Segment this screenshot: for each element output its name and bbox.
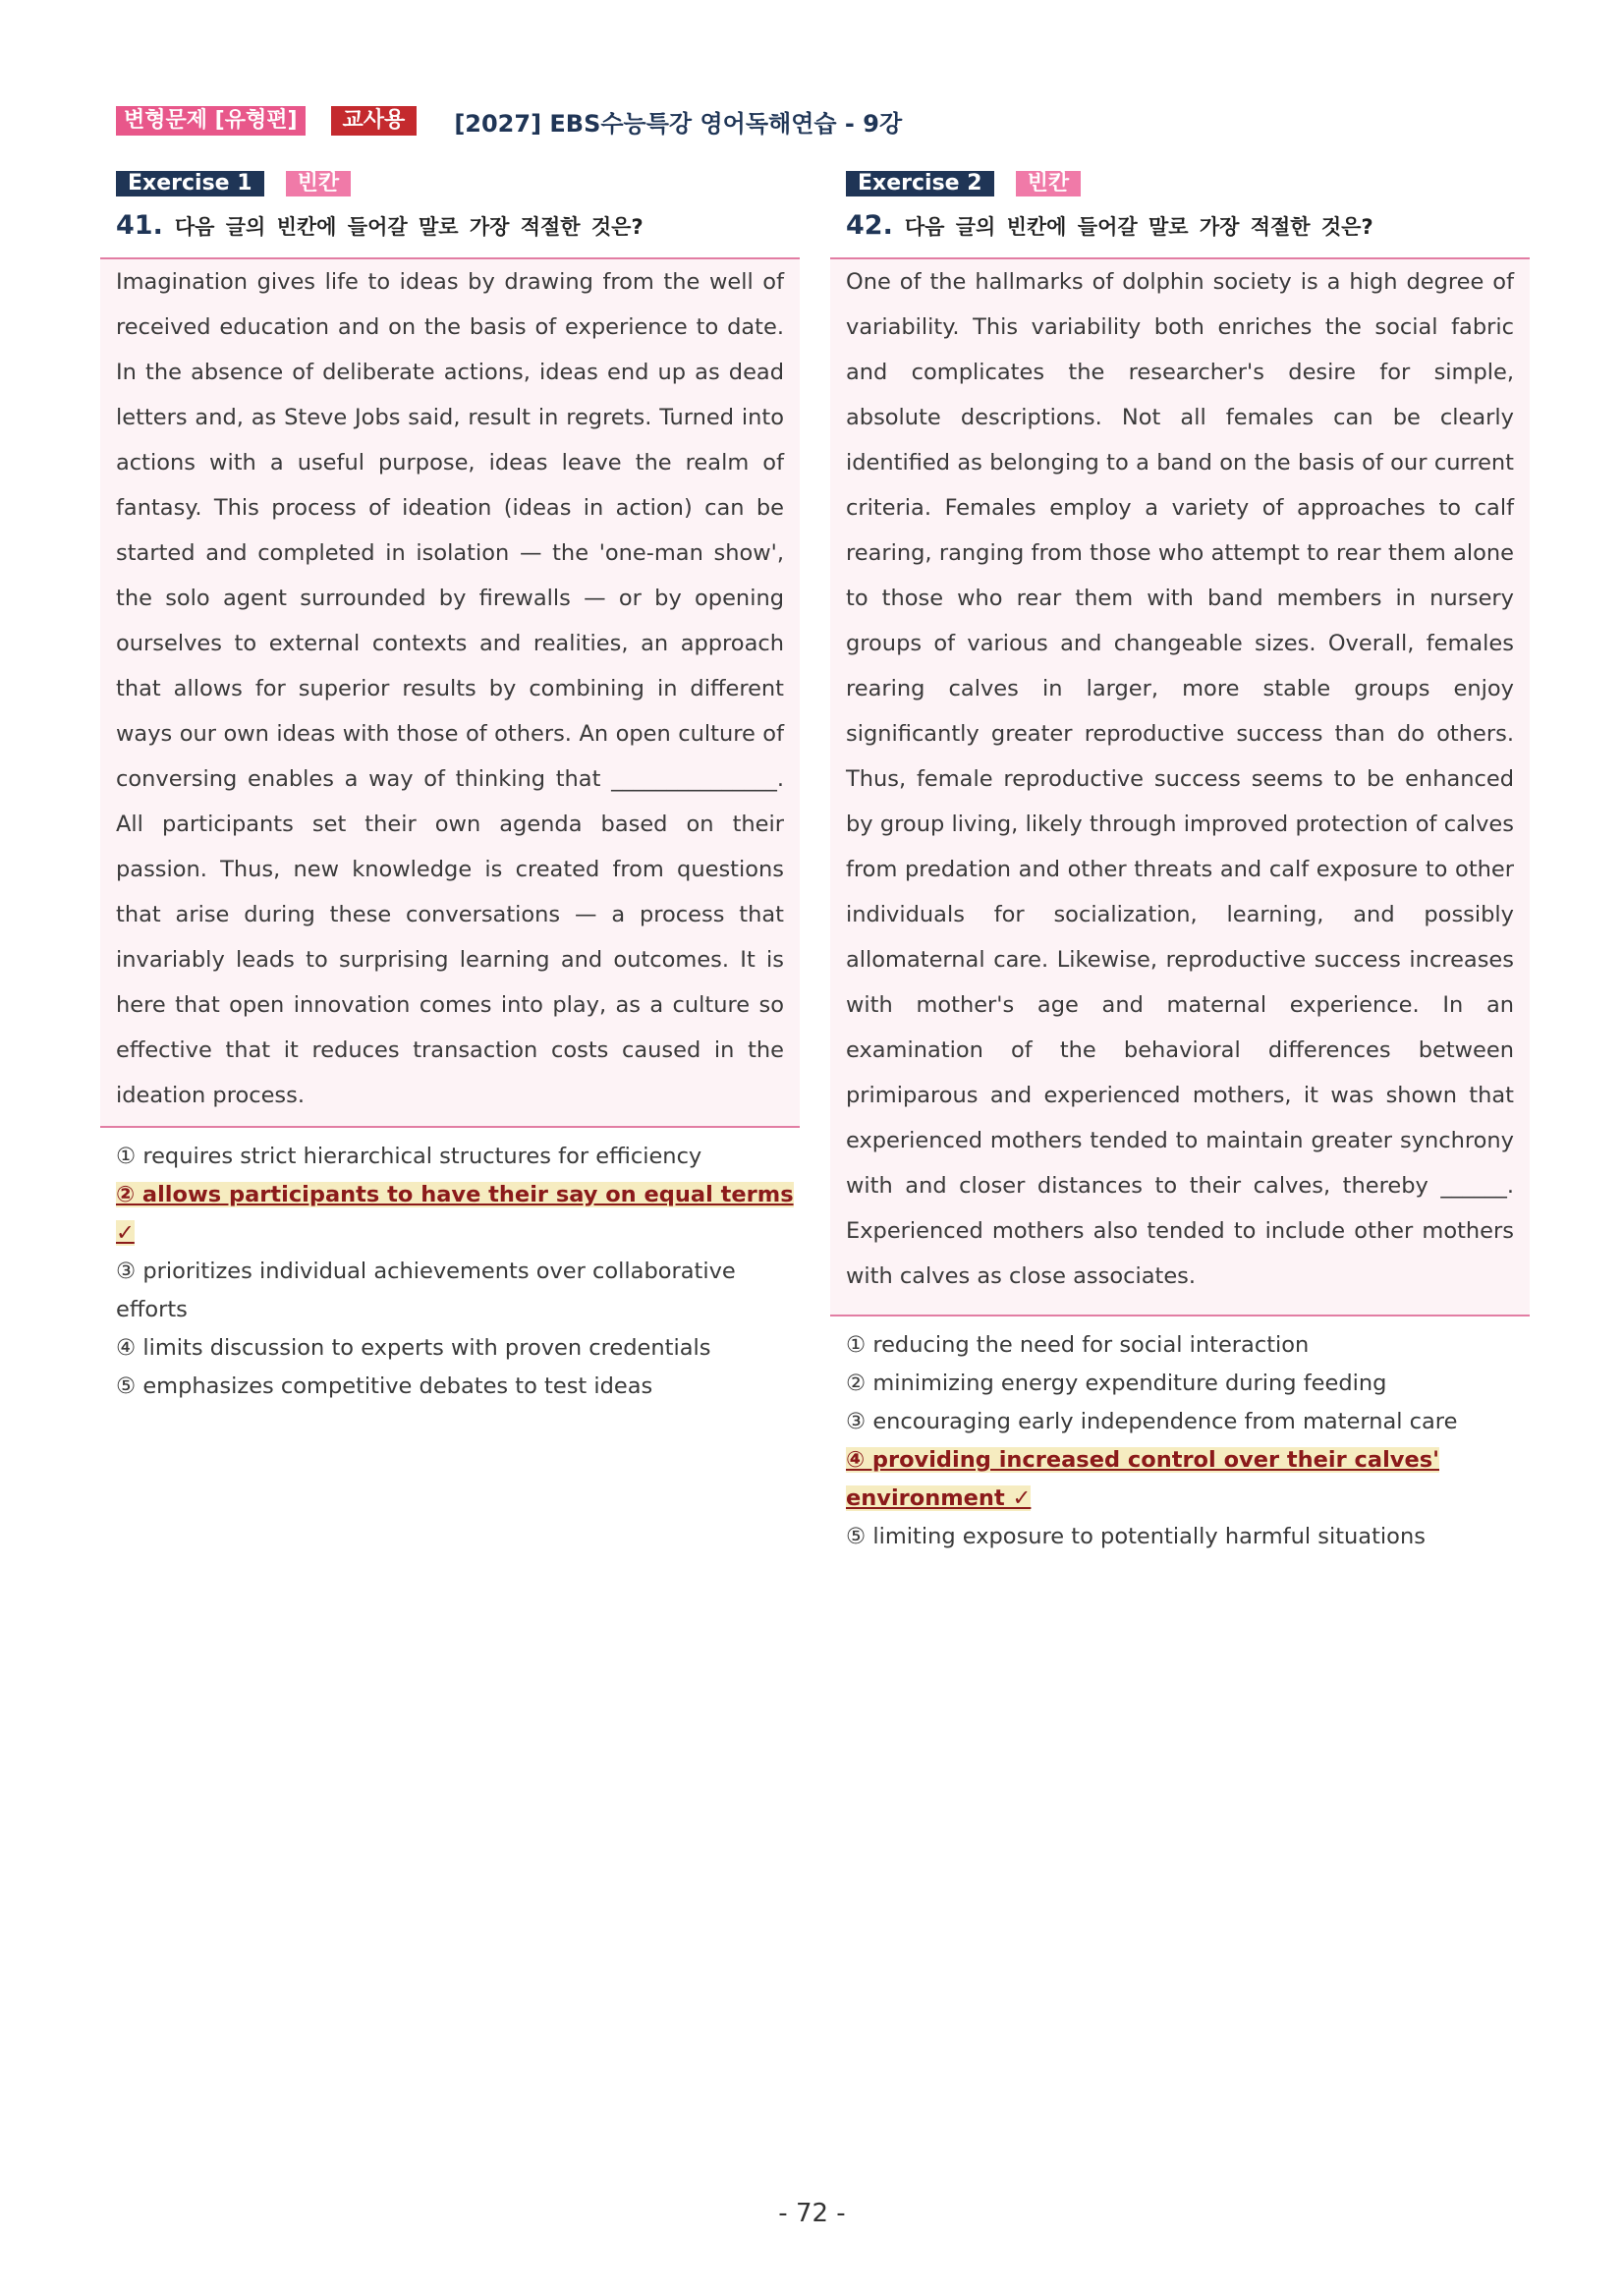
choice-4[interactable]: ④ limits discussion to experts with proven credentials (116, 1335, 711, 1361)
page-number: - 72 - (778, 2199, 846, 2228)
exercise-1-heading (116, 171, 800, 196)
document-title: [2027] EBS수능특강 영어독해연습 - 9강 (454, 109, 903, 138)
exercise-1 (100, 171, 800, 1406)
choice-2-correct[interactable]: ② allows participants to have their say on equal terms ✓ (116, 1182, 794, 1246)
question-text: 다음 글의 빈칸에 들어갈 말로 가장 적절한 것은? (174, 215, 644, 239)
choice-5[interactable]: ⑤ limiting exposure to potentially harmful situations (846, 1524, 1426, 1549)
choice-list (116, 1138, 800, 1406)
choice-5[interactable]: ⑤ emphasizes competitive debates to test ideas (116, 1373, 653, 1399)
passage-text: One of the hallmarks of dolphin society is a high degree of variability. This variability both enriches the social fabric and complicates the researcher's desire for simple, absolute descriptions. Not all females can be clearly identified as belonging to a band on the basis of our current criteria. Females employ a variety of approaches to calf rearing, ranging from those who attempt to rear them alone to those who rear them with band members in nursery groups of various and changeable sizes. Overall, females rearing calves in larger, more stable groups enjoy significantly greater reproductive success than do others. Thus, female reproductive success seems to be enhanced by group living, likely through improved protection of calves from predation and other threats and calf exposure to other individuals for socialization, learning, and possibly allomaternal care. Likewise, reproductive success increases with mother's age and maternal experience. In an examination of the behavioral differences between primiparous and experienced mothers, it was shown that experienced mothers tended to maintain greater synchrony with and closer distances to their calves, thereby ______. Experienced mothers also tended to include other mothers with calves as close associates. (846, 269, 1514, 1289)
teacher-tag: 교사용 (331, 106, 418, 136)
choice-list (846, 1326, 1530, 1556)
choice-4-correct[interactable]: ④ providing increased control over their calves' environment ✓ (846, 1447, 1439, 1511)
choice-3[interactable]: ③ encouraging early independence from maternal care (846, 1409, 1458, 1434)
type-tag: 변형문제 [유형편] (116, 106, 306, 136)
choice-2[interactable]: ② minimizing energy expenditure during feeding (846, 1371, 1387, 1396)
choice-1[interactable]: ① requires strict hierarchical structures for efficiency (116, 1144, 702, 1169)
question-number: 42. (846, 210, 893, 241)
choice-1[interactable]: ① reducing the need for social interaction (846, 1332, 1310, 1358)
question-text: 다음 글의 빈칸에 들어갈 말로 가장 적절한 것은? (904, 215, 1373, 239)
page-header (116, 104, 902, 138)
question-line (116, 210, 800, 244)
exercise-label: Exercise 2 (846, 171, 994, 196)
passage-box (830, 257, 1530, 1316)
question-line (846, 210, 1530, 244)
passage-box (100, 257, 800, 1128)
exercise-2 (830, 171, 1530, 1556)
blank-tag: 빈칸 (1016, 171, 1082, 196)
exercise-label: Exercise 1 (116, 171, 264, 196)
blank-tag: 빈칸 (286, 171, 352, 196)
question-number: 41. (116, 210, 163, 241)
choice-3[interactable]: ③ prioritizes individual achievements over collaborative efforts (116, 1259, 736, 1322)
passage-text: Imagination gives life to ideas by drawing from the well of received education and on the basis of experience to date. In the absence of deliberate actions, ideas end up as dead letters and, as Steve Jobs said, result in regrets. Turned into actions with a useful purpose, ideas leave the realm of fantasy. This process of ideation (ideas in action) can be started and completed in isolation — the 'one-man show', the solo agent surrounded by firewalls — or by opening ourselves to external contexts and realities, an approach that allows for superior results by combining in different ways our own ideas with those of others. An open culture of conversing enables a way of thinking that _______________. All participants set their own agenda based on their passion. Thus, new knowledge is created from questions that arise during these conversations — a process that invariably leads to surprising learning and outcomes. It is here that open innovation comes into play, as a culture so effective that it reduces transaction costs caused in the ideation process. (116, 269, 784, 1108)
exercise-2-heading (846, 171, 1530, 196)
